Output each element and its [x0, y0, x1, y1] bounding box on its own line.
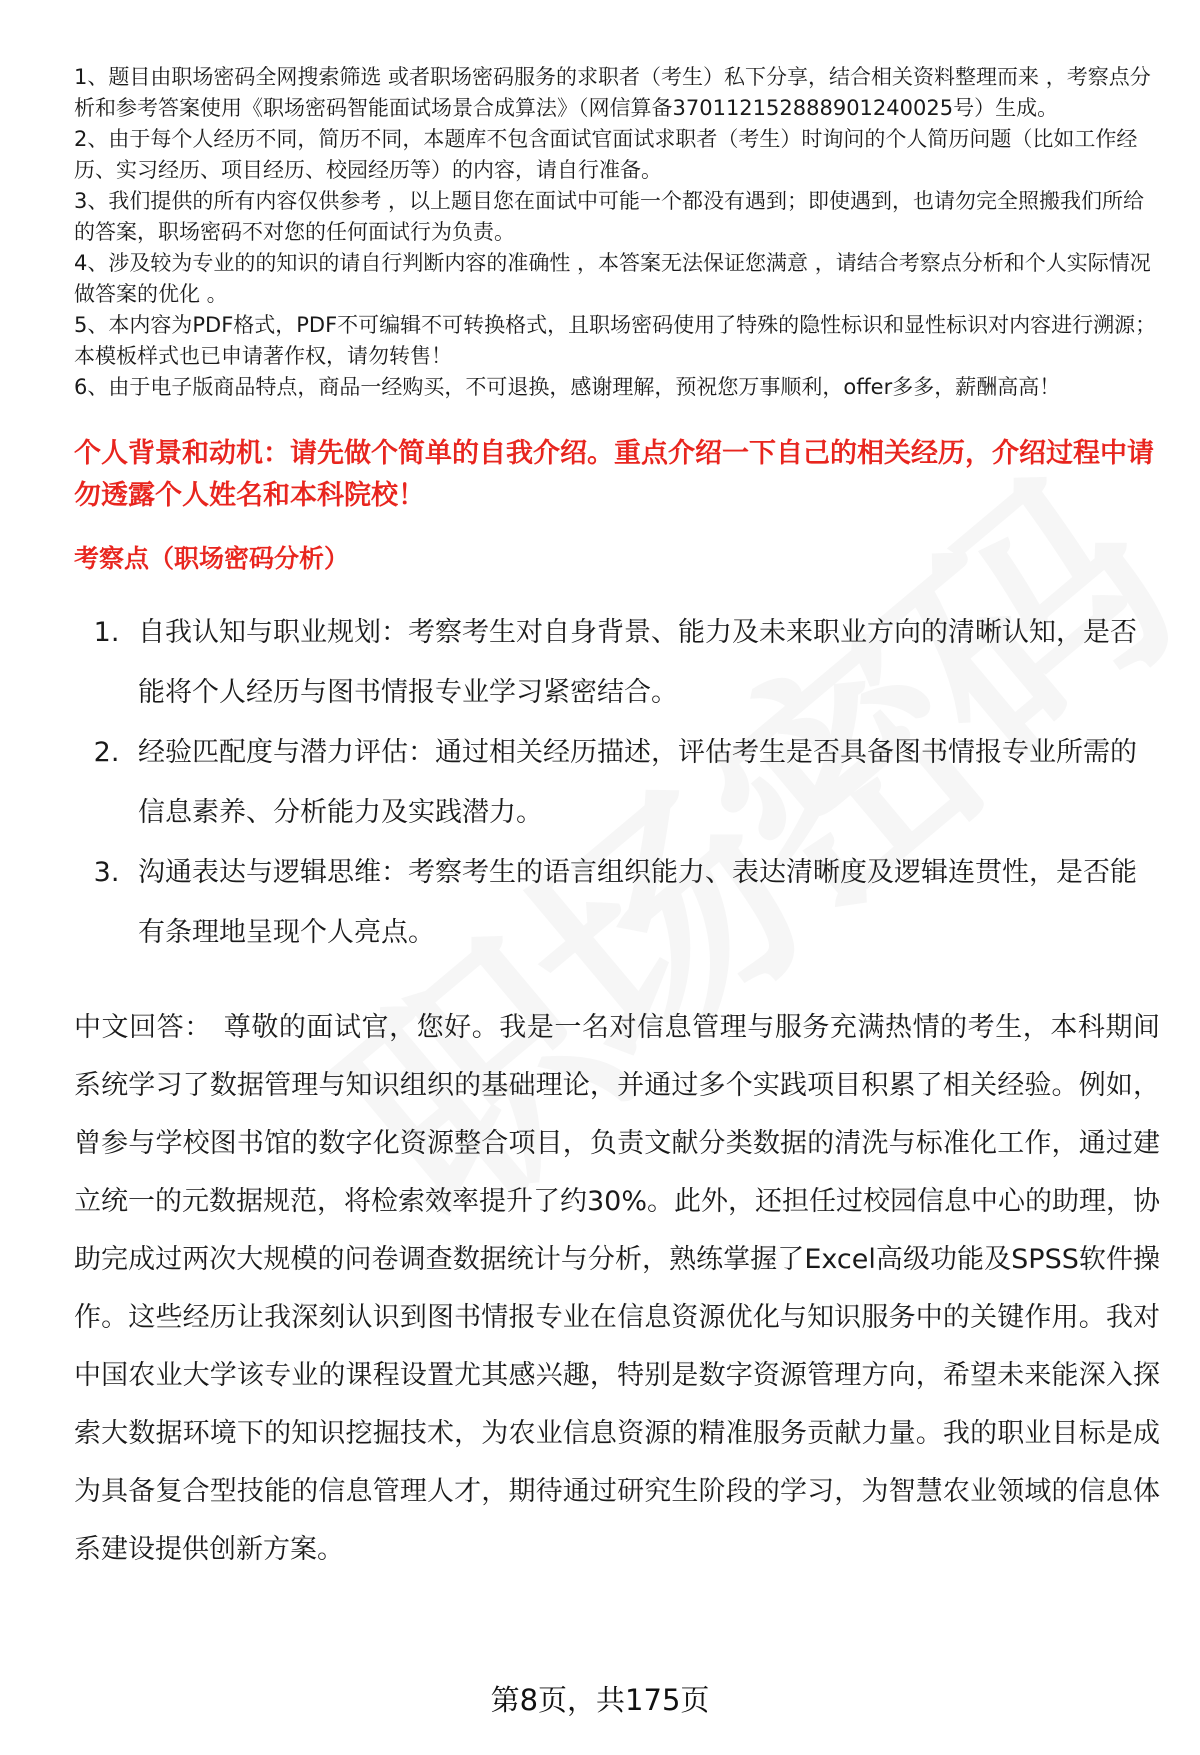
assessment-point: 1. 自我认知与职业规划：考察考生对自身背景、能力及未来职业方向的清晰认知，是否能将个人经历与图书情报专业学习紧密结合。 [128, 603, 1160, 723]
notice-item: 3、我们提供的所有内容仅供参考 ，以上题目您在面试中可能一个都没有遇到；即使遇到，也请勿完全照搬我们所给的答案，职场密码不对您的任何面试行为负责。 [74, 189, 1145, 244]
notice-item: 2、由于每个人经历不同，简历不同，本题库不包含面试官面试求职者（考生）时询问的个人简历问题（比如工作经历、实习经历、项目经历、校园经历等）的内容，请自行准备。 [74, 127, 1138, 182]
notice-item: 6、由于电子版商品特点，商品一经购买，不可退换，感谢理解，预祝您万事顺利，offer多多，薪酬高高！ [74, 375, 1061, 399]
answer-label: 中文回答： [74, 1012, 212, 1043]
section-title: 考察点（职场密码分析） [74, 544, 350, 573]
disclaimer-notice [74, 62, 1160, 403]
interview-question: 个人背景和动机：请先做个简单的自我介绍。重点介绍一下自己的相关经历，介绍过程中请勿透露个人姓名和本科院校！ [74, 438, 1154, 511]
answer-text: 尊敬的面试官，您好。我是一名对信息管理与服务充满热情的考生，本科期间系统学习了数据管理与知识组织的基础理论，并通过多个实践项目积累了相关经验。例如，曾参与学校图书馆的数字化资源整合项目，负责文献分类数据的清洗与标准化工作，通过建立统一的元数据规范，将检索效率提升了约30%。此外，还担任过校园信息中心的助理，协助完成过两次大规模的问卷调查数据统计与分析，熟练掌握了Excel高级功能及SPSS软件操作。这些经历让我深刻认识到图书情报专业在信息资源优化与知识服务中的关键作用。我对中国农业大学该专业的课程设置尤其感兴趣，特别是数字资源管理方向，希望未来能深入探索大数据环境下的知识挖掘技术，为农业信息资源的精准服务贡献力量。我的职业目标是成为具备复合型技能的信息管理人才，期待通过研究生阶段的学习，为智慧农业领域的信息体系建设提供创新方案。 [74, 1012, 1161, 1565]
assessment-point: 3. 沟通表达与逻辑思维：考察考生的语言组织能力、表达清晰度及逻辑连贯性，是否能有条理地呈现个人亮点。 [128, 843, 1160, 963]
assessment-point: 2. 经验匹配度与潜力评估：通过相关经历描述，评估考生是否具备图书情报专业所需的信息素养、分析能力及实践潜力。 [128, 723, 1160, 843]
assessment-points [74, 603, 1160, 963]
page-number: 第8页，共175页 [490, 1683, 710, 1717]
notice-item: 1、题目由职场密码全网搜索筛选 或者职场密码服务的求职者（考生）私下分享，结合相关资料整理而来 ，考察点分析和参考答案使用《职场密码智能面试场景合成算法》（网信算备370112152888901240025号）生成。 [74, 65, 1151, 120]
notice-item: 5、本内容为PDF格式，PDF不可编辑不可转换格式，且职场密码使用了特殊的隐性标识和显性标识对内容进行溯源；本模板样式也已申请著作权，请勿转售！ [74, 313, 1157, 368]
document-page [74, 62, 1160, 1579]
notice-item: 4、涉及较为专业的的知识的请自行判断内容的准确性 ，本答案无法保证您满意 ，请结合考察点分析和个人实际情况做答案的优化 。 [74, 251, 1151, 306]
answer-block [74, 999, 1160, 1579]
